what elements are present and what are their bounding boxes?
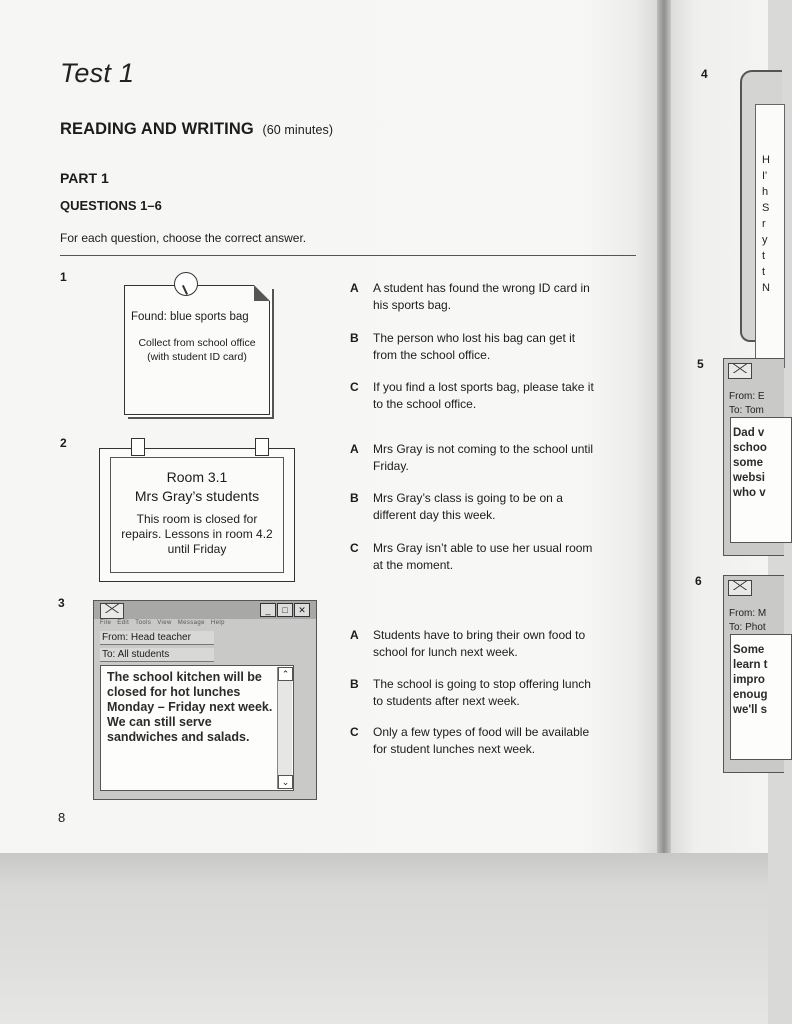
email-from: From: M (729, 608, 767, 619)
scroll-up-icon[interactable]: ⌃ (278, 667, 293, 681)
section-title (60, 120, 333, 139)
minimize-icon[interactable]: _ (260, 603, 276, 617)
notice-title: Room 3.1 (166, 469, 228, 485)
question-number-4: 4 (701, 67, 708, 81)
option-text: Mrs Gray’s class is going to be on a different day this week. (373, 491, 563, 522)
notice-line: Collect from school office (138, 337, 256, 349)
menu-item[interactable]: View (157, 620, 172, 626)
phone-message-fragment (762, 152, 770, 296)
option-text: The person who lost his bag can get it from the school office. (373, 331, 576, 362)
email-line: enoug (733, 689, 768, 701)
fragment-line: y (762, 234, 768, 246)
option-letter: C (350, 541, 359, 555)
email-to: To: Tom (729, 405, 764, 416)
pin-icon (174, 272, 198, 296)
instruction-text: For each question, choose the correct answer. (60, 231, 307, 245)
questions-heading: QUESTIONS 1–6 (60, 198, 162, 213)
section-duration: (60 minutes) (262, 123, 334, 137)
scroll-down-icon[interactable]: ⌄ (278, 775, 293, 789)
email-body (100, 665, 294, 791)
email-line: Dad v (733, 427, 765, 439)
scrollbar[interactable] (277, 667, 292, 789)
email-message: The school kitchen will be closed for hot lunches Monday – Friday next week. We can still serve sandwiches and salads. (107, 670, 273, 744)
close-icon[interactable]: ✕ (294, 603, 310, 617)
lost-property-notice (124, 285, 270, 415)
page-curl (254, 285, 270, 301)
envelope-icon (728, 363, 752, 379)
menu-bar (100, 620, 231, 626)
email-line: impro (733, 674, 765, 686)
question-number-3: 3 (58, 596, 65, 610)
answer-option[interactable] (350, 627, 600, 661)
menu-item[interactable]: Edit (117, 620, 130, 626)
email-to: To: Phot (729, 622, 766, 633)
option-text: Students have to bring their own food to school for lunch next week. (373, 628, 586, 659)
answer-option[interactable] (350, 676, 600, 710)
email-line: who v (733, 487, 766, 499)
fragment-line: S (762, 202, 770, 214)
email-from: From: Head teacher (100, 631, 214, 645)
email-line: learn t (733, 659, 768, 671)
notice-body: This room is closed for repairs. Lessons in room 4.2 until Friday (121, 512, 273, 556)
email-window-fragment (723, 575, 784, 773)
option-text: A student has found the wrong ID card in his sports bag. (373, 281, 590, 312)
option-letter: A (350, 628, 359, 642)
part-heading: PART 1 (60, 170, 109, 186)
email-line: websi (733, 472, 765, 484)
answer-option[interactable] (350, 724, 600, 758)
option-letter: B (350, 677, 359, 691)
phone-illustration (740, 70, 782, 342)
room-closed-notice (99, 448, 295, 582)
notice-title: Mrs Gray’s students (134, 488, 260, 504)
tape-icon (255, 438, 269, 456)
option-text: Mrs Gray is not coming to the school until Friday. (373, 442, 594, 473)
option-text: The school is going to stop offering lunch to students after next week. (373, 677, 591, 708)
answer-option[interactable] (350, 330, 600, 364)
envelope-icon (100, 603, 124, 619)
option-letter: B (350, 331, 359, 345)
email-line: we'll s (733, 704, 768, 716)
scan-background (0, 853, 768, 1024)
fragment-line: N (762, 282, 770, 294)
test-title: Test 1 (60, 58, 135, 88)
answer-option[interactable] (350, 441, 600, 475)
option-text: Only a few types of food will be available for student lunches next week. (373, 725, 590, 756)
notice-line: Found: blue sports bag (131, 311, 249, 323)
fragment-line: h (762, 186, 769, 198)
menu-item[interactable]: Help (210, 620, 225, 626)
email-window-fragment (723, 358, 784, 556)
answer-option[interactable] (350, 280, 600, 314)
notice-line: (with student ID card) (147, 351, 247, 363)
question-number-5: 5 (697, 357, 704, 371)
fragment-line: r (762, 218, 766, 230)
email-from: From: E (729, 391, 765, 402)
question-number-6: 6 (695, 574, 702, 588)
fragment-line: H (762, 154, 770, 166)
email-line: Some (733, 644, 765, 656)
option-letter: C (350, 725, 359, 739)
fragment-line: t (762, 250, 766, 262)
notice-line (127, 336, 267, 364)
question-number-2: 2 (60, 436, 67, 450)
book-spine (657, 0, 671, 853)
menu-item[interactable]: File (100, 620, 112, 626)
envelope-icon (728, 580, 752, 596)
phone-screen (755, 104, 785, 368)
menu-item[interactable]: Tools (135, 620, 152, 626)
option-text: If you find a lost sports bag, please take it to the school office. (373, 380, 594, 411)
divider (60, 255, 636, 256)
answer-option[interactable] (350, 379, 600, 413)
page-number: 8 (58, 810, 66, 825)
email-line: schoo (733, 442, 767, 454)
email-line: some (733, 457, 764, 469)
email-to: To: All students (100, 648, 214, 662)
email-window (93, 600, 317, 800)
tape-icon (131, 438, 145, 456)
answer-option[interactable] (350, 540, 600, 574)
answer-option[interactable] (350, 490, 600, 524)
question-number-1: 1 (60, 270, 67, 284)
menu-item[interactable]: Message (177, 620, 205, 626)
option-letter: A (350, 442, 359, 456)
fragment-line: t (762, 266, 766, 278)
section-name: READING AND WRITING (60, 120, 254, 138)
maximize-icon[interactable]: □ (277, 603, 293, 617)
option-text: Mrs Gray isn’t able to use her usual room at the moment. (373, 541, 593, 572)
option-letter: B (350, 491, 359, 505)
fragment-line: I' (762, 170, 768, 182)
option-letter: C (350, 380, 359, 394)
option-letter: A (350, 281, 359, 295)
